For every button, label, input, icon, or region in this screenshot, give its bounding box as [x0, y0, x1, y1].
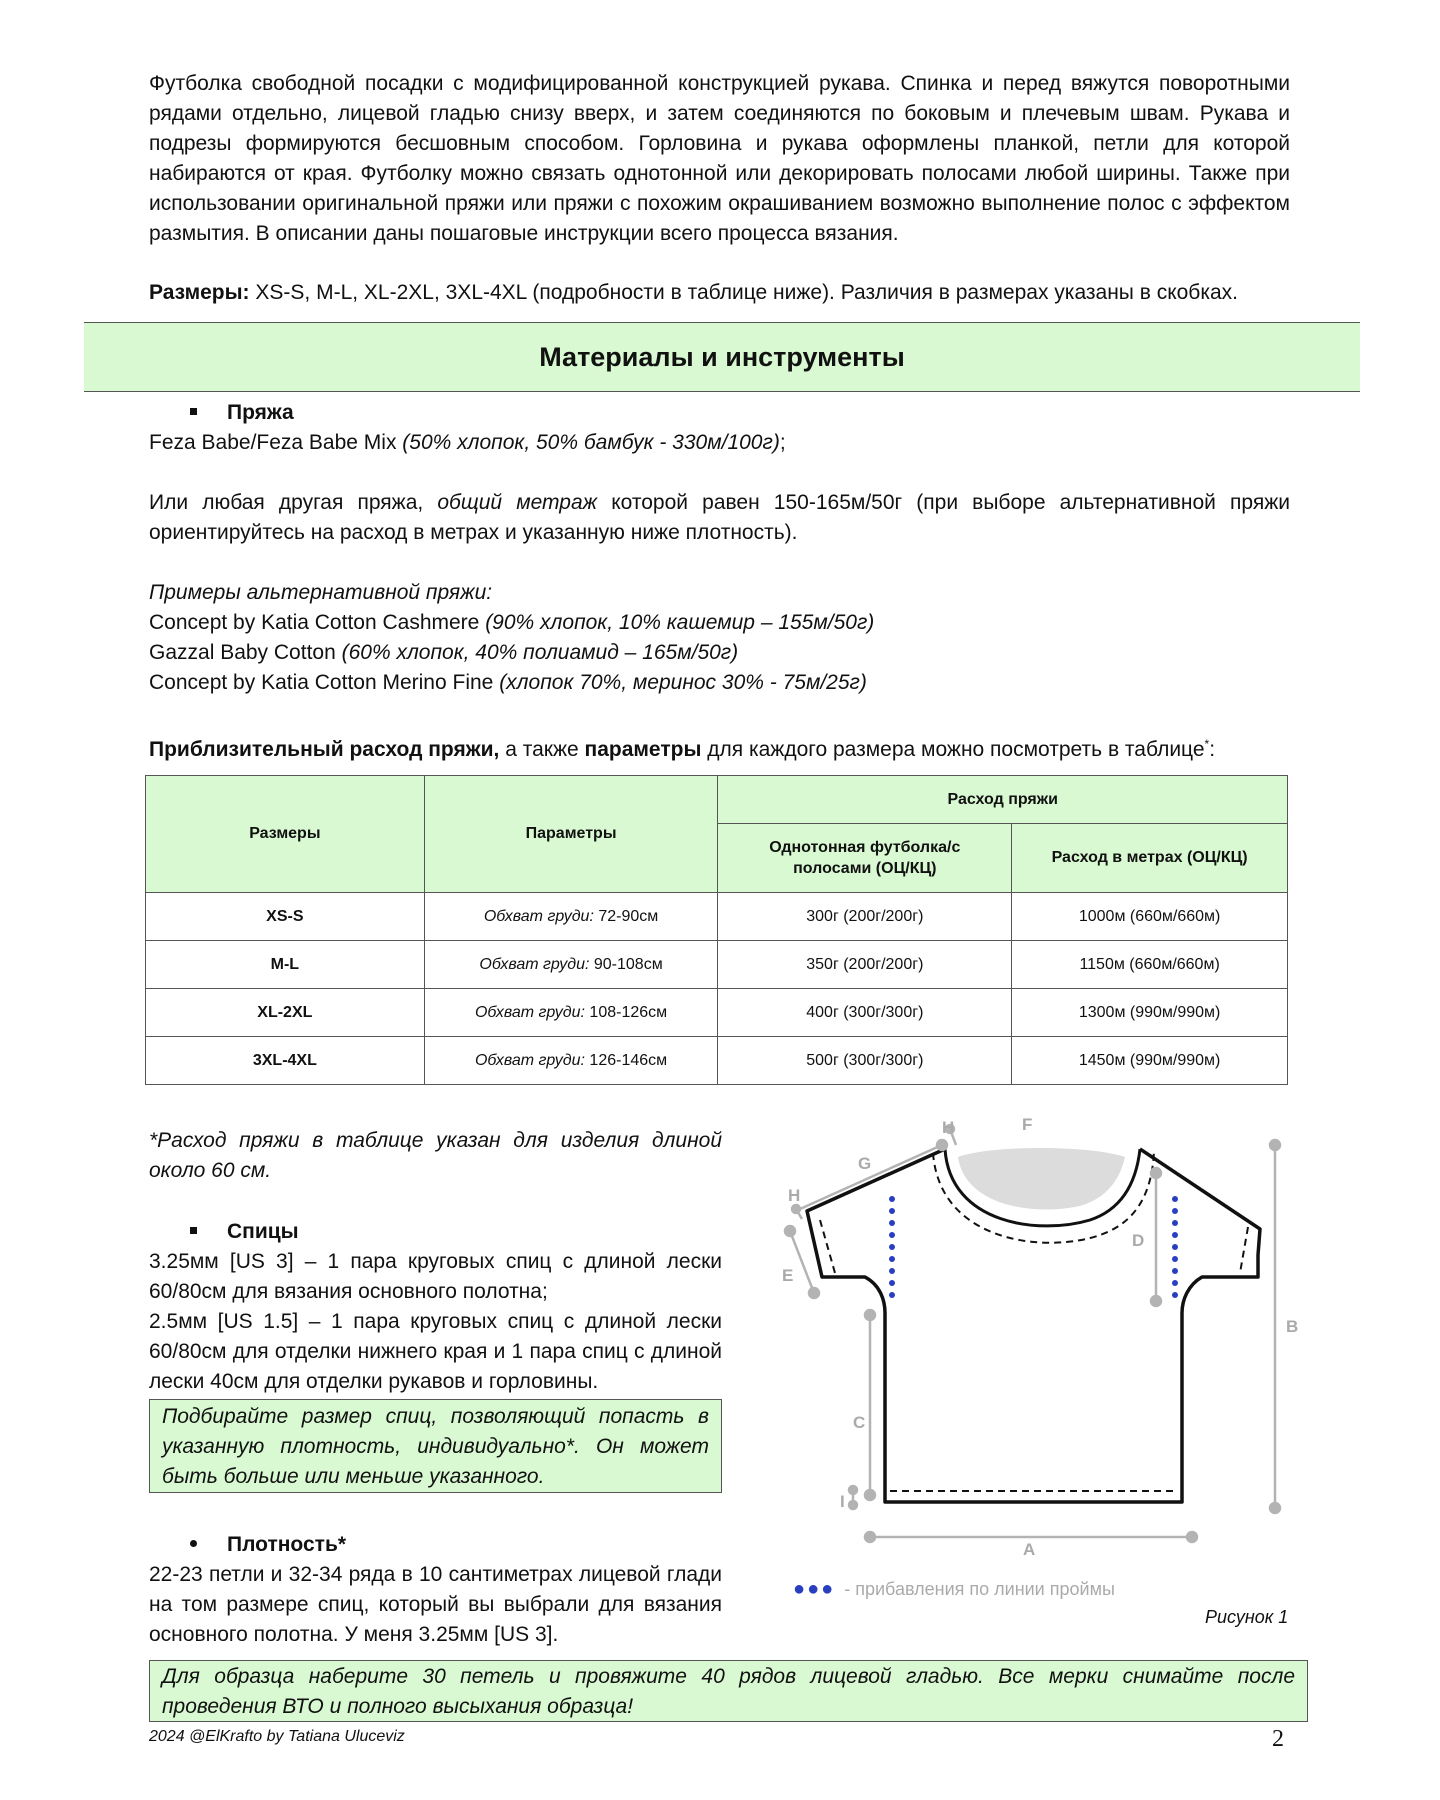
tshirt-schematic — [770, 1105, 1310, 1565]
table-row — [146, 893, 1288, 941]
chest-label: Обхват груди: — [474, 1003, 585, 1021]
increase-dots-left — [889, 1196, 895, 1298]
examples-heading: Примеры альтернативной пряжи: — [149, 581, 493, 604]
consumption-bold-2: параметры — [584, 738, 702, 761]
needles-text-2: 2.5мм [US 1.5] – 1 пара круговых спиц с длиной лески 60/80см для отделки нижнего края и 1 пара спиц с длиной лески 40см для отделки рукавов и горловины. — [149, 1310, 722, 1393]
example-spec: (90% хлопок, 10% кашемир – 155м/50г) — [485, 611, 875, 634]
header-meters: Расход в метрах (ОЦ/КЦ) — [1012, 824, 1288, 893]
square-bullet-icon — [190, 1227, 197, 1234]
params-cell — [424, 1037, 718, 1085]
example-spec: (хлопок 70%, меринос 30% - 75м/25г) — [499, 671, 867, 694]
yarn-heading — [190, 398, 294, 428]
intro-text: Футболка свободной посадки с модифицированной конструкцией рукава. Спинка и перед вяжутся поворотными рядами отдельно, лицевой гладью снизу вверх, и затем соединяются по боковым и плечевым швам. Рукава и подрезы формируются бесшовным способом. Горловина и рукава оформлены планкой, петли для которой набираются от края. Футболку можно связать однотонной или декорировать полосами любой ширины. Также при использовании оригинальной пряжи или пряжи с похожим окрашиванием возможно выполнение полос с эффектом размытия. В описании даны пошаговые инструкции всего процесса вязания. — [149, 72, 1290, 245]
table-row — [146, 989, 1288, 1037]
header-sizes: Размеры — [146, 776, 425, 893]
example-yarn-2 — [149, 638, 738, 668]
dim-label-h-left: H — [788, 1186, 801, 1205]
consumption-text-2: для каждого размера можно посмотреть в таблице — [701, 738, 1205, 761]
chest-value: 90-108см — [589, 955, 663, 973]
gauge-text: 22-23 петли и 32-34 ряда в 10 сантиметрах лицевой глади на том размере спиц, который вы выбрали для вязания основного полотна. У меня 3.25мм [US 3]. — [149, 1563, 722, 1646]
square-bullet-icon — [190, 408, 197, 415]
dim-label-g: G — [858, 1154, 872, 1173]
chest-label: Обхват груди: — [483, 907, 594, 925]
chest-label: Обхват груди: — [479, 955, 590, 973]
main-yarn-name: Feza Babe/Feza Babe Mix — [149, 431, 403, 454]
params-cell — [424, 989, 718, 1037]
dim-label-c: C — [853, 1413, 866, 1432]
example-name: Concept by Katia Cotton Merino Fine — [149, 671, 500, 694]
gauge-heading — [190, 1530, 346, 1560]
consumption-line — [149, 729, 1215, 765]
alt-yarn-emphasis: общий метраж — [437, 491, 598, 514]
dim-label-d: D — [1132, 1231, 1145, 1250]
sample-note-box: Для образца наберите 30 петель и провяжите 40 рядов лицевой гладью. Все мерки снимайте после проведения ВТО и полного высыхания образца! — [149, 1660, 1308, 1722]
chest-value: 72-90см — [593, 907, 659, 925]
consumption-end: : — [1209, 738, 1216, 761]
main-yarn-end: ; — [779, 431, 786, 454]
dim-label-i: I — [840, 1492, 845, 1511]
meters-cell: 1300м (990м/990м) — [1012, 989, 1288, 1037]
yarn-consumption-table — [145, 775, 1288, 1085]
example-yarn-3 — [149, 668, 867, 698]
intro-paragraph — [149, 69, 1290, 249]
right-sleeve-hem — [1240, 1227, 1248, 1273]
left-sleeve-hem — [820, 1220, 835, 1273]
alt-yarn-part2: которой равен 150-165м/50г (при выборе альтернативной пряжи ориентируйтесь на расход в метрах и указанную ниже плотность). — [149, 491, 1290, 544]
params-cell — [424, 941, 718, 989]
round-bullet-icon — [190, 1540, 197, 1547]
meters-cell: 1450м (990м/990м) — [1012, 1037, 1288, 1085]
params-cell — [424, 893, 718, 941]
needle-tip-box: Подбирайте размер спиц, позволяющий попасть в указанную плотность, индивидуально*. Он может быть больше или меньше указанного. — [149, 1399, 722, 1493]
grams-cell: 400г (300г/300г) — [718, 989, 1012, 1037]
sizes-line — [149, 278, 1290, 308]
gauge-heading-label: Плотность* — [227, 1533, 347, 1556]
grams-cell: 350г (200г/200г) — [718, 941, 1012, 989]
example-spec: (60% хлопок, 40% полиамид – 165м/50г) — [341, 641, 739, 664]
footer-credit: 2024 @ElKrafto by Tatiana Uluceviz — [149, 1728, 405, 1745]
chest-label: Обхват груди: — [474, 1051, 585, 1069]
yarn-heading-label: Пряжа — [227, 401, 294, 424]
consumption-text-1: а также — [499, 738, 585, 761]
table-row — [146, 941, 1288, 989]
neck-fill — [958, 1148, 1125, 1209]
section-title: Материалы и инструменты — [84, 322, 1360, 392]
size-cell: XS-S — [146, 893, 425, 941]
alt-yarn-paragraph — [149, 488, 1290, 548]
main-yarn-spec: (50% хлопок, 50% бамбук - 330м/100г) — [402, 431, 780, 454]
needles-text-1: 3.25мм [US 3] – 1 пара круговых спиц с длиной лески 60/80см для вязания основного полотна; — [149, 1250, 722, 1303]
example-yarn-1 — [149, 608, 874, 638]
header-solid: Однотонная футболка/с полосами (ОЦ/КЦ) — [718, 824, 1012, 893]
example-name: Concept by Katia Cotton Cashmere — [149, 611, 486, 634]
grams-cell: 500г (300г/300г) — [718, 1037, 1012, 1085]
size-cell: 3XL-4XL — [146, 1037, 425, 1085]
header-consumption: Расход пряжи — [718, 776, 1288, 824]
grams-cell: 300г (200г/200г) — [718, 893, 1012, 941]
sizes-text: XS-S, M-L, XL-2XL, 3XL-4XL (подробности в таблице ниже). Различия в размерах указаны в скобках. — [249, 281, 1238, 304]
legend-dots-icon: ●●● — [793, 1578, 836, 1600]
size-cell: XL-2XL — [146, 989, 425, 1037]
dim-label-b: B — [1286, 1317, 1299, 1336]
diagram-legend — [793, 1578, 1115, 1601]
legend-text: - прибавления по линии проймы — [839, 1579, 1115, 1599]
footnote: *Расход пряжи в таблице указан для изделия длиной около 60 см. — [149, 1129, 722, 1182]
needles-heading-label: Спицы — [227, 1220, 299, 1243]
figure-caption: Рисунок 1 — [1205, 1607, 1289, 1627]
dim-label-e: E — [782, 1266, 794, 1285]
meters-cell: 1150м (660м/660м) — [1012, 941, 1288, 989]
page-number: 2 — [1272, 1726, 1284, 1752]
dim-label-f: F — [1022, 1115, 1033, 1134]
needles-heading — [190, 1217, 299, 1247]
table-row — [146, 1037, 1288, 1085]
chest-value: 126-146см — [584, 1051, 668, 1069]
dim-label-h-top: H — [942, 1118, 955, 1137]
main-yarn-line — [149, 428, 786, 458]
chest-value: 108-126см — [584, 1003, 668, 1021]
example-name: Gazzal Baby Cotton — [149, 641, 342, 664]
meters-cell: 1000м (660м/660м) — [1012, 893, 1288, 941]
increase-dots-right — [1172, 1196, 1178, 1298]
sizes-label: Размеры: — [149, 281, 250, 304]
dim-label-a: A — [1023, 1540, 1036, 1559]
size-cell: M-L — [146, 941, 425, 989]
consumption-star: * — [1204, 737, 1210, 751]
consumption-bold-1: Приблизительный расход пряжи, — [149, 738, 500, 761]
alt-yarn-part1: Или любая другая пряжа, — [149, 491, 438, 514]
header-params: Параметры — [424, 776, 718, 893]
